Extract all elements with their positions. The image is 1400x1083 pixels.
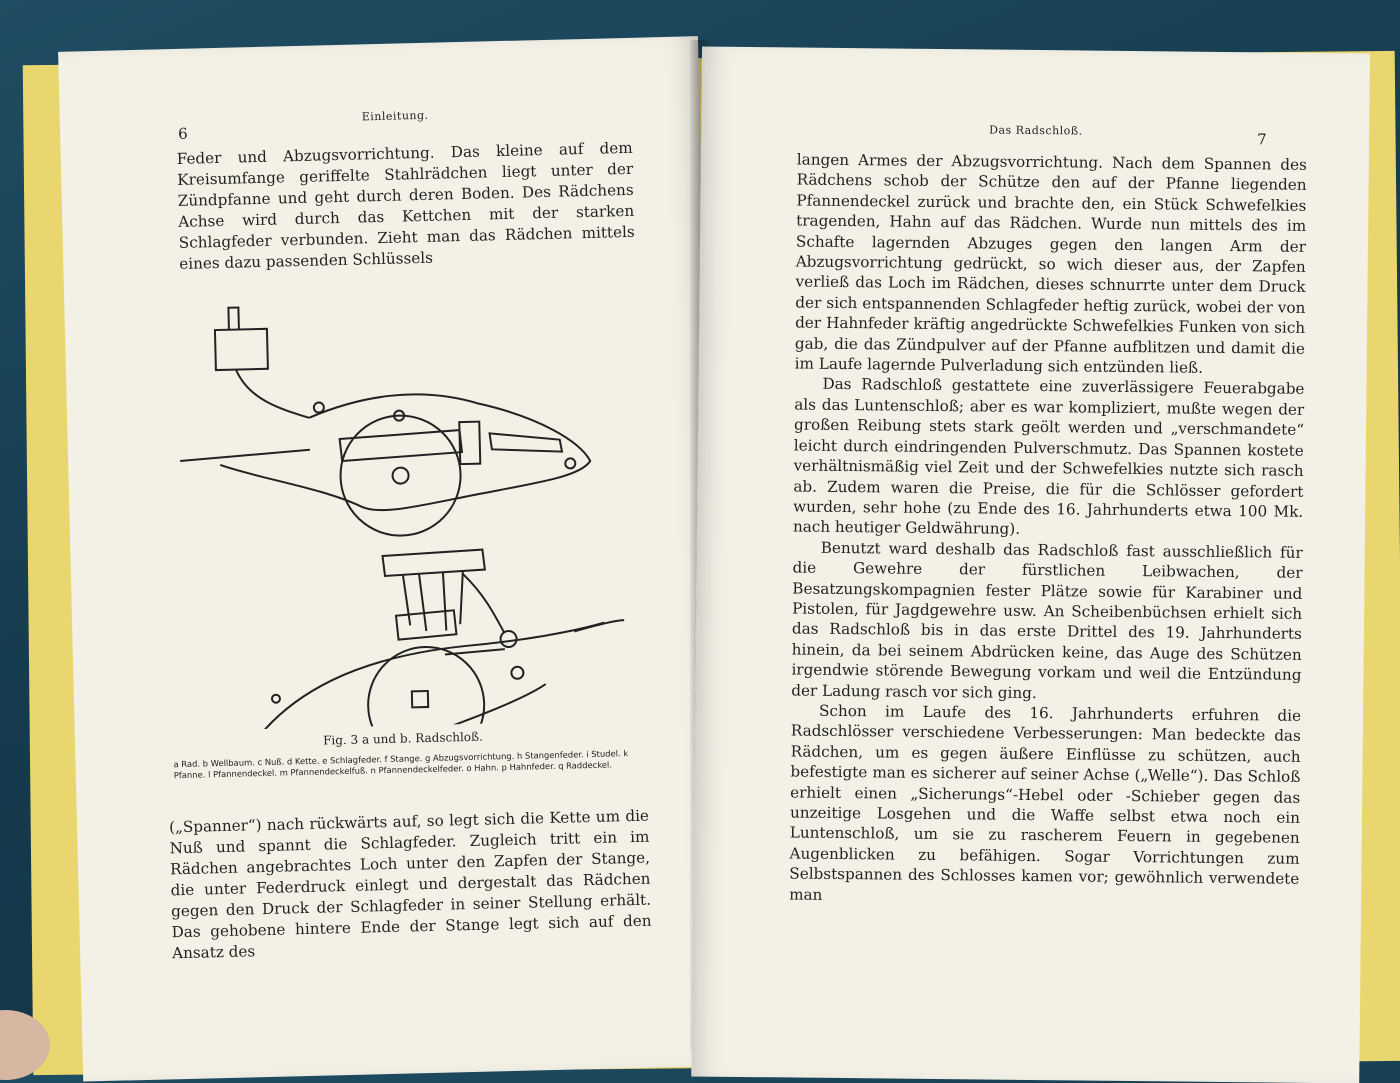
left-bottom-text <box>169 806 652 965</box>
running-head: Einleitung. <box>361 108 429 124</box>
right-text <box>789 150 1307 910</box>
paragraph: langen Armes der Abzugsvorrichtung. Nach dem Spannen des Rädchens schob der Schütze den auf der Pfanne liegenden Pfannendeckel zurück und brachte den, ein Stück Schwefelkies tragenden, Hahn auf das Rädchen. Wurde nun mittels des im Schafte lagernden Abzuges gegen den langen Arm der Abzugsvorrichtung gedrückt, so wich dieser aus, der Zapfen verließ das Loch im Rädchen, dieses schnurrte unter dem Druck der sich entspannenden Schlagfeder heftig zurück, wobei der von der Hahnfeder kräftig angedrückte Schwefelkies Funken von sich gab, die das Zündpulver auf der Pfanne aufblitzen und damit die im Laufe lagernde Pulverladung sich entzünden ließ. <box>794 150 1307 377</box>
figure-legend: a Rad. b Wellbaum. c Nuß. d Kette. e Schlagfeder. f Stange. g Abzugsvorrichtung. h Stangenfeder. i Studel. k Pfanne. l Pfannendeckel. m Pfannendeckelfuß. n Pfannendeckelfeder. o Hahn. p Hahnfeder. q Raddeckel. <box>173 748 629 781</box>
figure-caption: Fig. 3 a und b. Radschloß. <box>322 729 484 748</box>
paragraph: Das Radschloß gestattete eine zuverlässigere Feuerabgabe als das Luntenschloß; aber es war kompliziert, mußte wegen der großen Reibung stets stark geölt werden und „verschmandete“ leicht durch eindringenden Pulverschmutz. Das Spannen kostete verhältnismäßig viel Zeit und der Schwefelkies nutzte sich rasch ab. Zudem waren die Preise, die für die Schlösser gefordert wurden, sehr hohe (zu Ende des 16. Jahrhunderts etwa 100 Mk. nach heutiger Geldwährung). <box>792 375 1305 539</box>
running-head: Das Radschloß. <box>989 123 1083 138</box>
paragraph: Benutzt ward deshalb das Radschloß fast ausschließlich für die Gewehre der fürstlichen Leibwachen, der Besatzungskompagnien fester Plätze sowie für Karabiner und Pistolen, für Jagdgewehre usw. An Scheibenbüchsen erhielt sich das Radschloß bis in das erste Drittel des 19. Jahrhunderts hinein, da bei seinem Abdrücken keine, das Auge des Schützen irgendwie störende Bewegung vorkam und weil die Entzündung der Ladung rasch vor sich ging. <box>791 538 1303 702</box>
page-number: 6 <box>177 124 188 143</box>
radschloss-figure <box>155 250 636 731</box>
left-page <box>58 36 723 1081</box>
paragraph: Schon im Laufe des 16. Jahrhunderts erfuhren die Radschlösser verschiedene Verbesserungen: Man bedeckte das Rädchen, um es gegen äußere Einflüsse zu schützen, auch befestigte man es sicherer auf seiner Achse („Welle“). Das Schloß erhielt einen „Sicherungs“-Hebel oder -Schieber gegen das unzeitige Losgehen und die Waffe selbst etwa noch ein Luntenschloß, um sie zu rascherem Feuern in gegebenen Augenblicken zu befähigen. Sogar Vorrichtungen zum Selbstspannen des Schlosses kamen vor; gewöhnlich verwendete man <box>789 701 1302 904</box>
page-number: 7 <box>1256 130 1267 149</box>
paragraph: („Spanner“) nach rückwärts auf, so legt sich die Kette um die Nuß und spannt die Schlagfeder. Zugleich tritt ein im Rädchen angebrachtes Loch unter den Zapfen der Stange, die unter Federdruck einlegt und dergestalt das Rädchen gegen den Druck der Schlagfeder in seiner Stellung erhält. Das gehobene hintere Ende der Stange legt sich auf den Ansatz des <box>168 806 652 963</box>
paragraph: Feder und Abzugsvorrichtung. Das kleine auf dem Kreisumfange geriffelte Stahlrädchen liegt unter der Zündpfanne und geht durch deren Boden. Des Rädchens Achse wird durch das Kettchen mit der starken Schlagfeder verbunden. Zieht man das Rädchen mittels eines dazu passenden Schlüssels <box>176 138 635 273</box>
right-page <box>691 47 1370 1083</box>
